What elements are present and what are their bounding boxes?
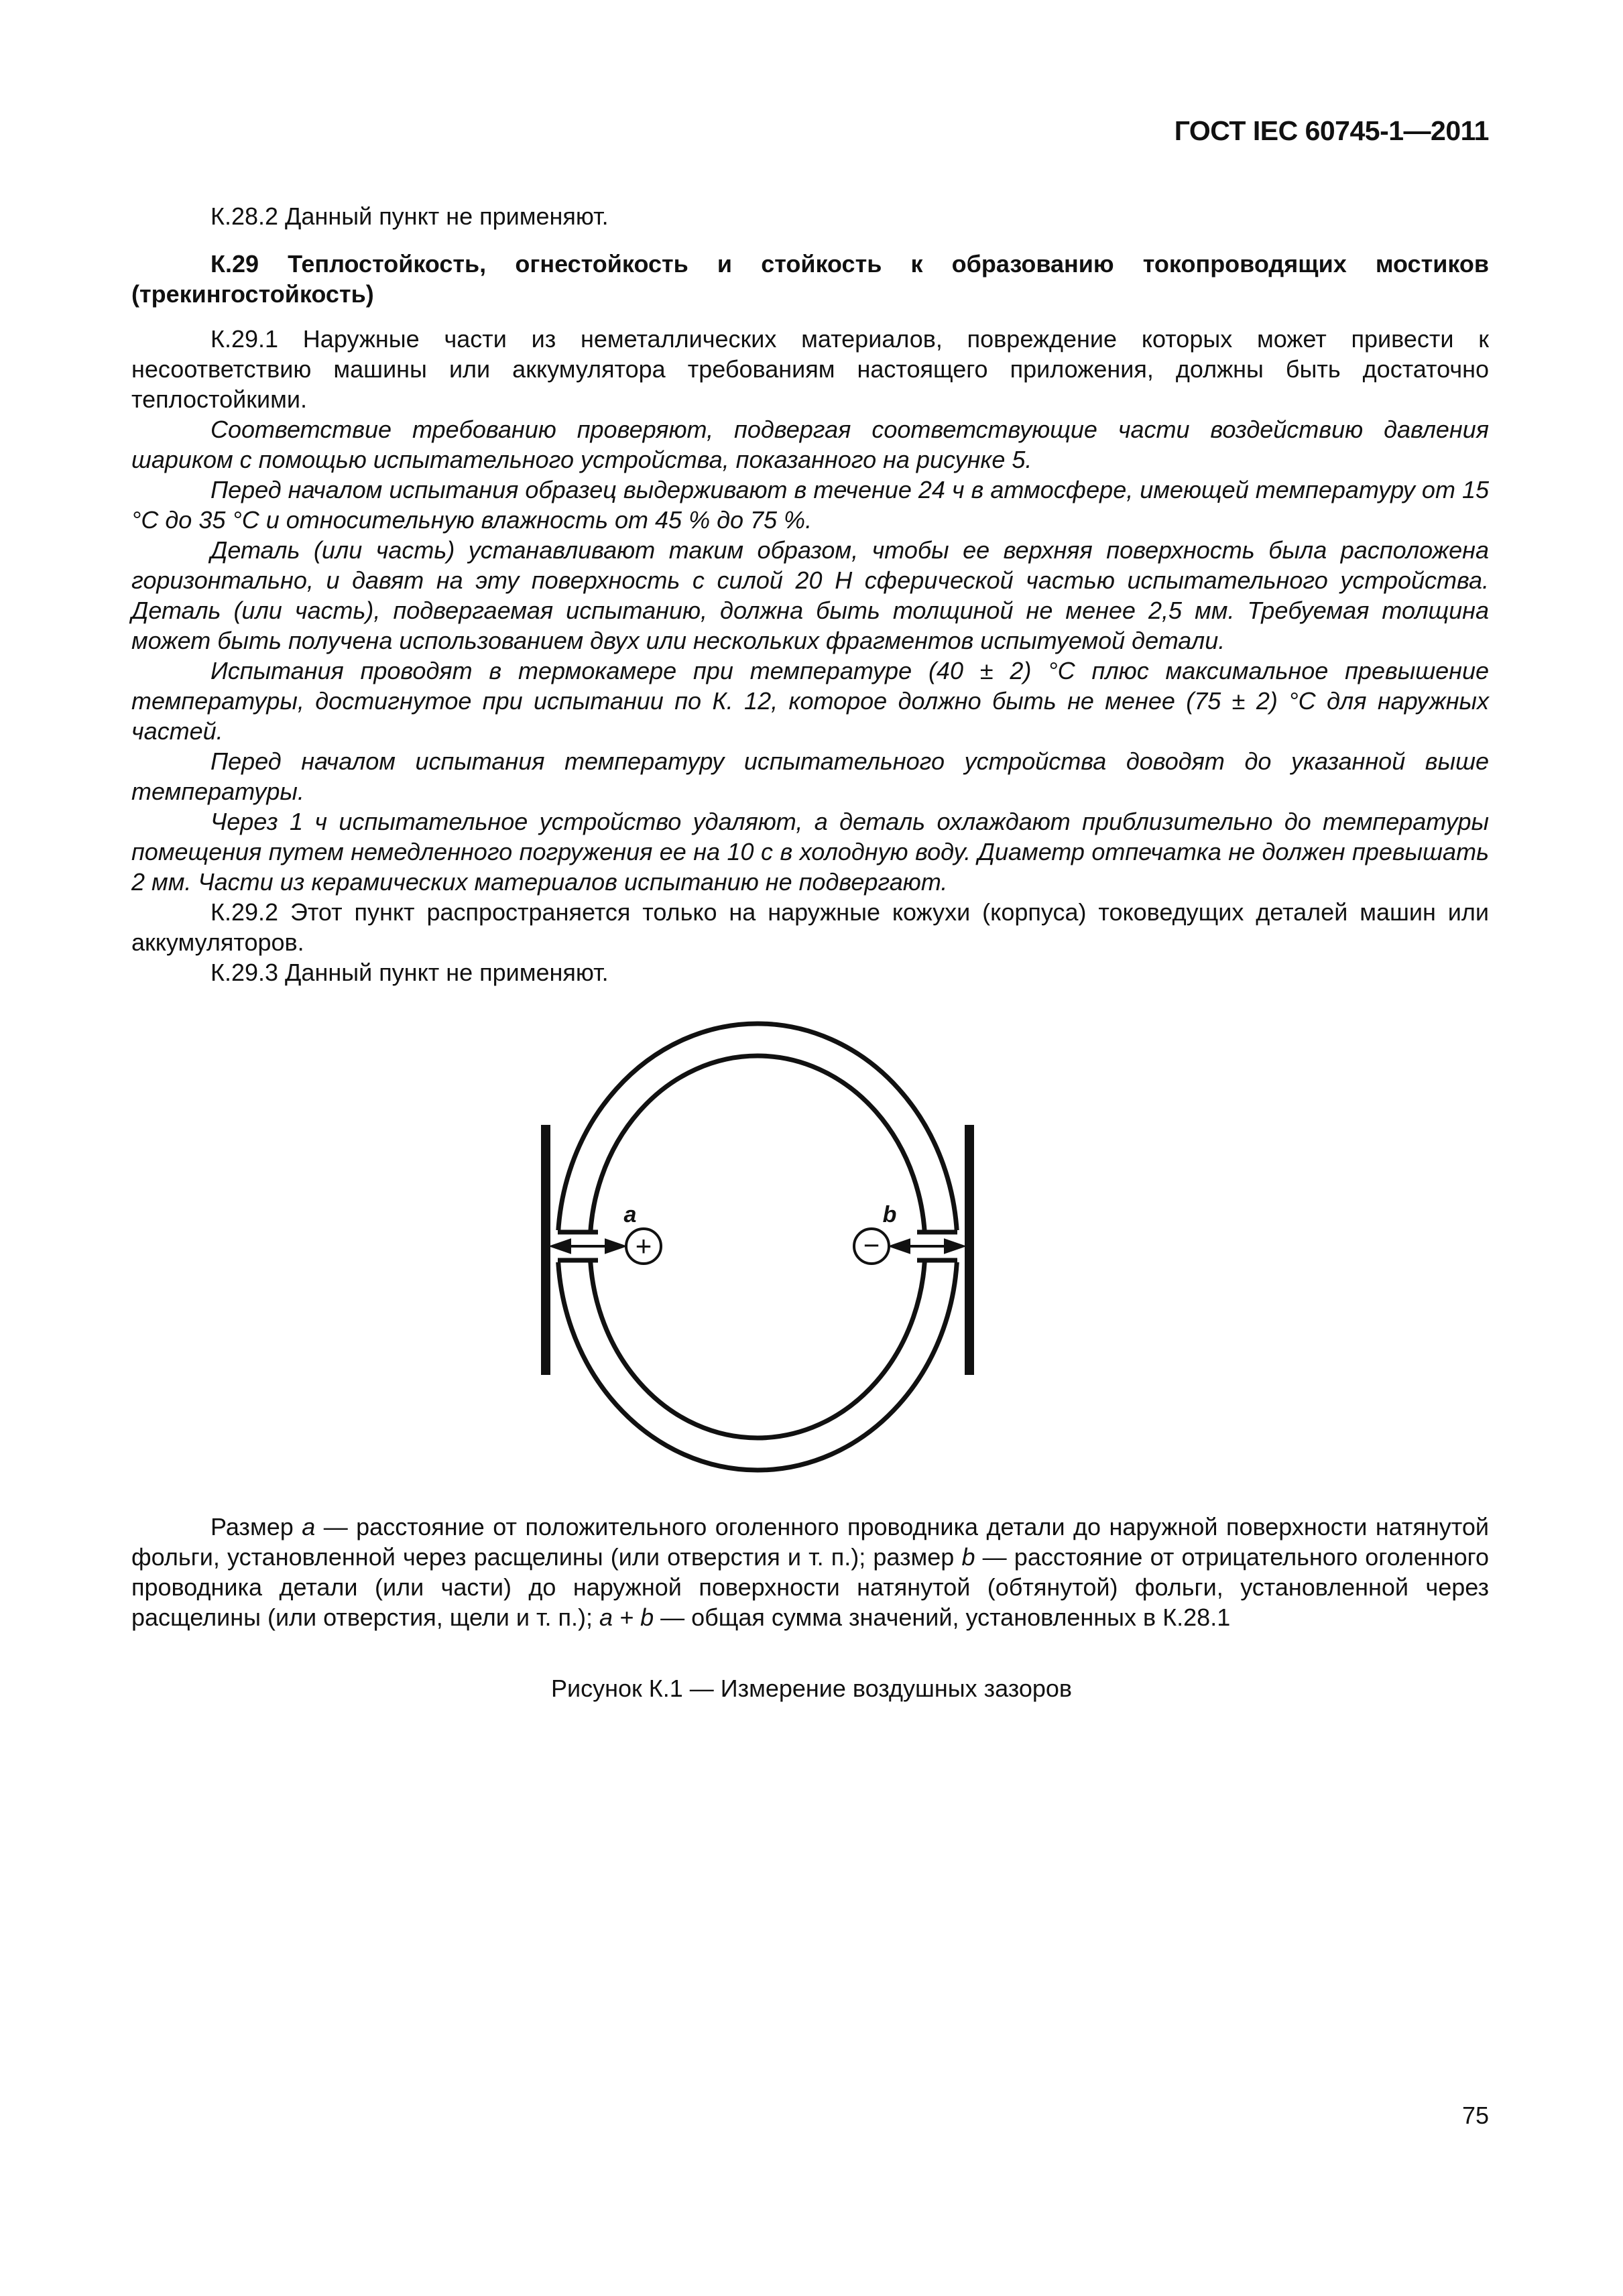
page-number: 75	[1461, 2102, 1489, 2129]
paragraph-k29-1: К.29.1 Наружные части из неметаллических материалов, повреждение которых может привести к несоответствию машины или аккумулятора требованиям настоящего приложения, должны быть достаточно теплостойкими.	[131, 325, 1489, 413]
paragraph-chamber: Испытания проводят в термокамере при температуре (40 ± 2) °С плюс максимальное превышение температуры, достигнутое при испытании по К. 12, которое должно быть не менее (75 ± 2) °С для наружных частей.	[131, 657, 1489, 745]
figure-air-clearance	[523, 1019, 992, 1502]
label-b: b	[882, 1202, 897, 1227]
legend-var-a: а	[302, 1513, 316, 1540]
legend-sum: а + b	[599, 1604, 654, 1631]
legend-text-1: Размер	[211, 1513, 302, 1540]
figure-drawing	[523, 1019, 992, 1502]
minus-sign: −	[863, 1229, 880, 1261]
legend-text-2: — расстояние от положительного оголенного проводника детали до наружной поверхности натянутой фольги, установленной через расщелины (или отверстия и т. п.); размер	[131, 1513, 1490, 1571]
legend-paragraph	[131, 1512, 1489, 1632]
figure-caption: Рисунок К.1 — Измерение воздушных зазоров	[550, 1675, 1073, 1702]
body-text	[131, 201, 1489, 987]
paragraph-k28-2: К.28.2 Данный пункт не применяют.	[211, 202, 609, 230]
paragraph-conditioning: Перед началом испытания образец выдерживают в течение 24 ч в атмосфере, имеющей температуру от 15 °С до 35 °С и относительную влажность от 45 % до 75 %.	[131, 476, 1489, 534]
plus-sign: +	[635, 1230, 652, 1262]
legend-var-b: b	[961, 1543, 975, 1571]
paragraph-k29-3: К.29.3 Данный пункт не применяют.	[211, 959, 609, 986]
label-a: a	[623, 1202, 637, 1227]
paragraph-compliance: Соответствие требованию проверяют, подвергая соответствующие части воздействию давления шариком с помощью испытательного устройства, показанного на рисунке 5.	[131, 416, 1489, 473]
legend-text-4: — общая сумма значений, установленных в К.28.1	[654, 1604, 1231, 1631]
section-heading-k29: К.29 Теплостойкость, огнестойкость и стойкость к образованию токопроводящих мостиков (трекингостойкость)	[131, 250, 1489, 308]
paragraph-placement: Деталь (или часть) устанавливают таким образом, чтобы ее верхняя поверхность была расположена горизонтально, и давят на эту поверхность с силой 20 Н сферической частью испытательного устройства. Деталь (или часть), подвергаемая испытанию, должна быть толщиной не менее 2,5 мм. Требуемая толщина может быть получена использованием двух или нескольких фрагментов испытуемой детали.	[131, 536, 1489, 654]
left-foil-plate	[541, 1125, 550, 1375]
dimension-b-arrowhead-left	[892, 1240, 909, 1252]
figure-legend	[131, 1512, 1489, 1632]
right-foil-plate	[965, 1125, 974, 1375]
paragraph-removal: Через 1 ч испытательное устройство удаляют, а деталь охлаждают приблизительно до температуры помещения путем немедленного погружения ее на 10 с в холодную воду. Диаметр отпечатка не должен превышать 2 мм. Части из керамических материалов испытанию не подвергают.	[131, 808, 1489, 896]
document-code-header: ГОСТ IEC 60745-1—2011	[1174, 115, 1489, 146]
legend-text-3: — расстояние от отрицательного оголенного проводника детали (или части) до наружной поверхности натянутой (обтянутой) фольги, установленной через расщелины (или отверстия, щели и т. п.);	[131, 1543, 1490, 1631]
dimension-a-arrowhead-right	[606, 1240, 623, 1252]
paragraph-k29-2: К.29.2 Этот пункт распространяется только на наружные кожухи (корпуса) токоведущих деталей машин или аккумуляторов.	[131, 898, 1489, 956]
paragraph-preheat: Перед началом испытания температуру испытательного устройства доводят до указанной выше температуры.	[131, 747, 1489, 805]
